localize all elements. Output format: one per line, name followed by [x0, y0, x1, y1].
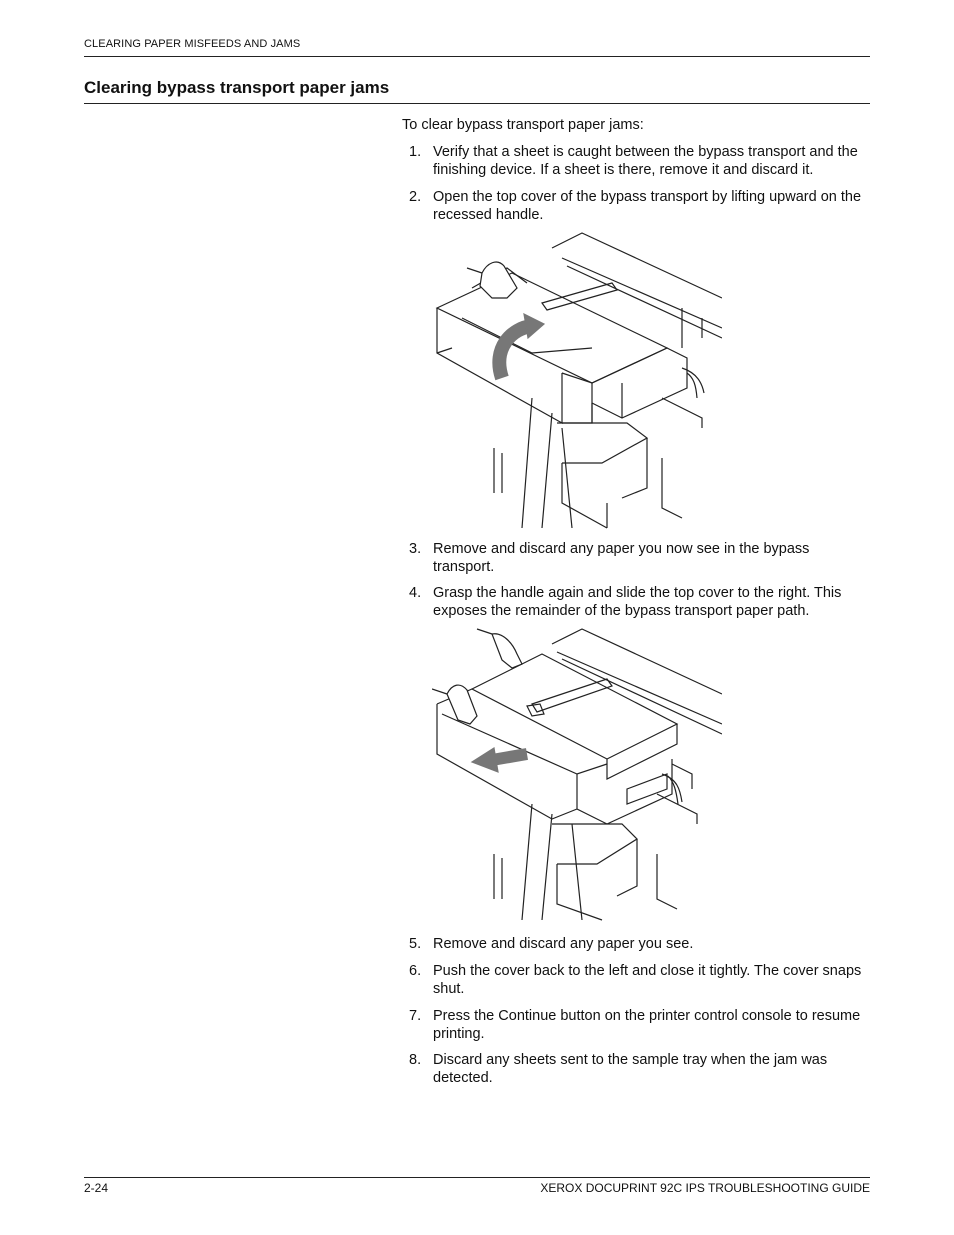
title-rule: [84, 103, 870, 104]
step-text: Verify that a sheet is caught between the bypass transport and the finishing device. If a sheet is there, remove it and discard it.: [433, 144, 858, 178]
guide-title: XEROX DOCUPRINT 92C IPS TROUBLESHOOTING GUIDE: [540, 1181, 870, 1195]
step-number: 4.: [409, 585, 422, 601]
step-number: 7.: [409, 1008, 422, 1024]
page-title: Clearing bypass transport paper jams: [84, 78, 390, 97]
step-text: Open the top cover of the bypass transport by lifting upward on the recessed handle.: [433, 189, 862, 223]
step-4: [402, 584, 872, 620]
step-5: [402, 935, 872, 953]
step-8: [402, 1051, 872, 1087]
footer-rule: [84, 1177, 870, 1178]
step-number: 5.: [409, 936, 422, 952]
step-7: [402, 1007, 872, 1043]
step-number: 8.: [409, 1052, 422, 1068]
header-rule: [84, 56, 870, 57]
step-text: Press the Continue button on the printer control console to resume printing.: [433, 1008, 861, 1042]
step-text: Push the cover back to the left and close it tightly. The cover snaps shut.: [433, 963, 862, 997]
step-text: Remove and discard any paper you now see in the bypass transport.: [433, 541, 810, 575]
step-1: [402, 143, 872, 179]
step-number: 2.: [409, 189, 422, 205]
step-6: [402, 962, 872, 998]
step-3: [402, 540, 872, 576]
illustration-open-cover: [432, 228, 722, 530]
page-number: 2-24: [84, 1181, 109, 1195]
step-2: [402, 188, 872, 224]
step-text: Grasp the handle again and slide the top cover to the right. This exposes the remainder of the bypass transport paper path.: [433, 585, 842, 619]
step-number: 1.: [409, 144, 422, 160]
illustration-slide-cover: [432, 624, 722, 922]
step-number: 3.: [409, 541, 422, 557]
step-text: Discard any sheets sent to the sample tray when the jam was detected.: [433, 1052, 828, 1086]
step-text: Remove and discard any paper you see.: [433, 936, 694, 952]
step-number: 6.: [409, 963, 422, 979]
intro-text: To clear bypass transport paper jams:: [402, 117, 644, 133]
running-head: CLEARING PAPER MISFEEDS AND JAMS: [84, 38, 301, 50]
